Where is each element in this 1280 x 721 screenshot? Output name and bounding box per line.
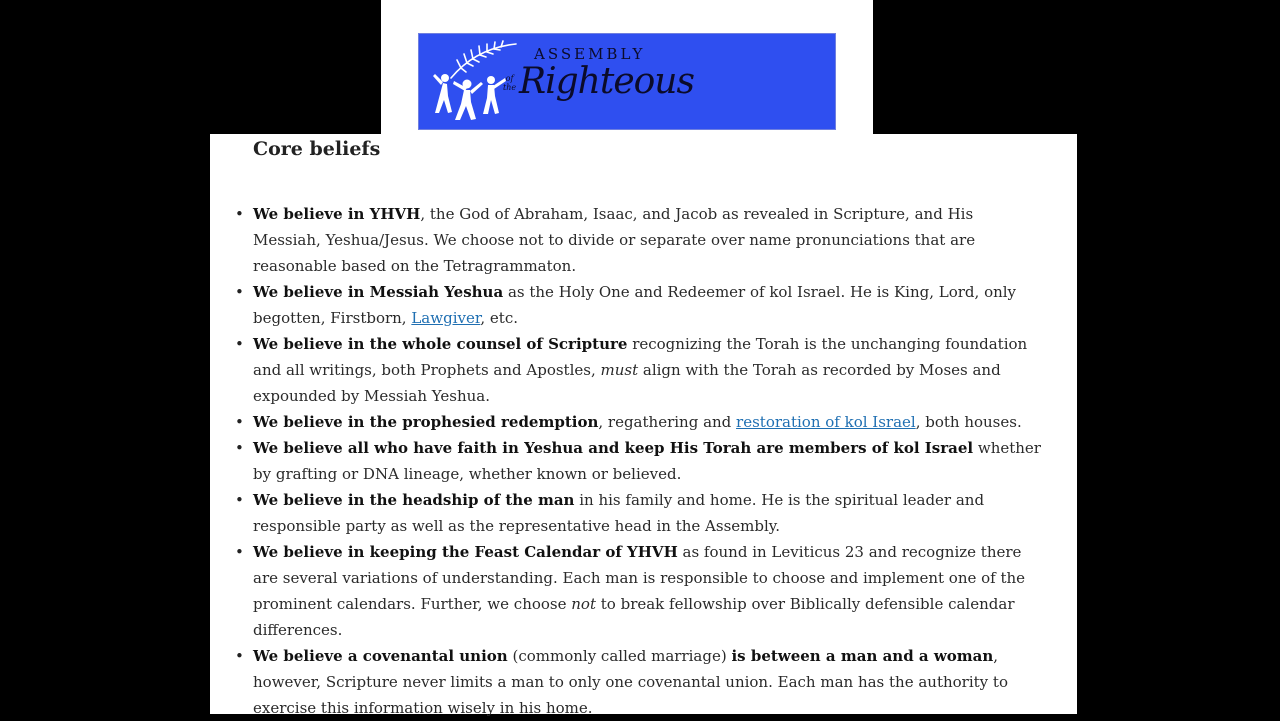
belief-text: recognizing the Torah is the unchanging foundation and all writings, both Prophets and Apostles, bbox=[253, 335, 1028, 379]
belief-heading: We believe in keeping the Feast Calendar of YHVH bbox=[253, 543, 678, 561]
page-title: Core beliefs bbox=[253, 138, 381, 160]
bullet-icon: • bbox=[235, 335, 244, 353]
bullet-icon: • bbox=[235, 413, 244, 431]
logo-assembly-text: ASSEMBLY bbox=[534, 45, 646, 63]
beliefs-list bbox=[235, 201, 1043, 721]
belief-heading: We believe in the whole counsel of Scripture bbox=[253, 335, 628, 353]
content-panel bbox=[210, 134, 1077, 717]
belief-text: , both houses. bbox=[915, 413, 1022, 431]
belief-heading: We believe all who have faith in Yeshua and keep His Torah are members of kol Israel bbox=[253, 439, 974, 457]
bullet-icon: • bbox=[235, 439, 244, 457]
restoration-link[interactable]: restoration of kol Israel bbox=[736, 413, 916, 431]
belief-heading: We believe in Messiah Yeshua bbox=[253, 283, 504, 301]
list-item bbox=[235, 279, 1043, 331]
list-item bbox=[235, 539, 1043, 643]
belief-text: to break fellowship over Biblically defensible calendar differences. bbox=[253, 595, 1015, 639]
belief-emphasis: not bbox=[571, 595, 596, 613]
list-item bbox=[235, 331, 1043, 409]
belief-text: whether by grafting or DNA lineage, whether known or believed. bbox=[253, 439, 1041, 483]
belief-heading: is between a man and a woman bbox=[731, 647, 994, 665]
belief-text: , however, Scripture never limits a man to only one covenantal union. Each man has the authority to exercise this information wisely in his home. bbox=[253, 647, 1008, 717]
logo-of-the-text: of the bbox=[503, 74, 517, 92]
belief-text: , regathering and bbox=[598, 413, 737, 431]
belief-text: (commonly called marriage) bbox=[507, 647, 732, 665]
belief-heading: We believe a covenantal union bbox=[253, 647, 508, 665]
list-item bbox=[235, 487, 1043, 539]
logo-righteous-text: Righteous bbox=[519, 61, 694, 102]
belief-text: as the Holy One and Redeemer of kol Israel. He is King, Lord, only begotten, Firstborn, bbox=[253, 283, 1017, 327]
bullet-icon: • bbox=[235, 491, 244, 509]
list-item bbox=[235, 409, 1043, 435]
list-item bbox=[235, 201, 1043, 279]
logo-panel bbox=[381, 0, 873, 134]
belief-text: , etc. bbox=[480, 309, 518, 327]
belief-text: as found in Leviticus 23 and recognize there are several variations of understanding. Each man is responsible to choose and implement one of the prominent calendars. Further, we choose bbox=[253, 543, 1026, 613]
belief-emphasis: must bbox=[600, 361, 639, 379]
belief-text: align with the Torah as recorded by Moses and expounded by Messiah Yeshua. bbox=[253, 361, 1001, 405]
bullet-icon: • bbox=[235, 543, 244, 561]
list-item bbox=[235, 643, 1043, 721]
belief-heading: We believe in YHVH bbox=[253, 205, 421, 223]
bullet-icon: • bbox=[235, 205, 244, 223]
lawgiver-link[interactable]: Lawgiver bbox=[411, 309, 481, 327]
belief-heading: We believe in the headship of the man bbox=[253, 491, 575, 509]
belief-heading: We believe in the prophesied redemption bbox=[253, 413, 599, 431]
belief-text: , the God of Abraham, Isaac, and Jacob as revealed in Scripture, and His Messiah, Yeshua/Jesus. We choose not to divide or separate over name pronunciations that are reasonable based on the Tetragrammaton. bbox=[253, 205, 976, 275]
bullet-icon: • bbox=[235, 283, 244, 301]
bullet-icon: • bbox=[235, 647, 244, 665]
belief-text: in his family and home. He is the spiritual leader and responsible party as well as the representative head in the Assembly. bbox=[253, 491, 985, 535]
assembly-logo bbox=[418, 33, 836, 130]
list-item bbox=[235, 435, 1043, 487]
